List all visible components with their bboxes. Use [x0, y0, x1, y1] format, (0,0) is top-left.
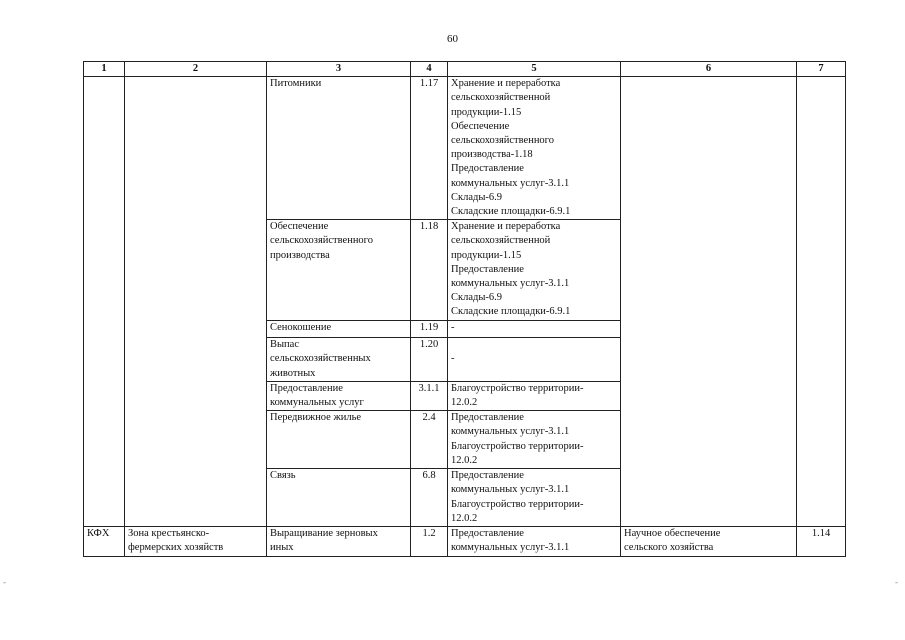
related-uses-cell: Предоставление коммунальных услуг-3.1.1 Благоустройство территории- 12.0.2 — [448, 411, 621, 469]
use-name-cell: Передвижное жилье — [267, 411, 411, 469]
use-name-cell: Выращивание зерновых иных — [267, 527, 411, 556]
header-col-7: 7 — [797, 62, 846, 77]
use-code-cell: 2.4 — [411, 411, 448, 469]
use-code-cell: 1.18 — [411, 220, 448, 321]
scan-mark-right: - — [895, 577, 898, 587]
use-name-cell: Сенокошение — [267, 321, 411, 338]
header-col-2: 2 — [125, 62, 267, 77]
regulations-table — [83, 61, 846, 557]
related-uses-cell: Предоставление коммунальных услуг-3.1.1 Благоустройство территории- 12.0.2 — [448, 469, 621, 527]
zone-code-cell — [84, 77, 125, 527]
related-uses-cell: Хранение и переработка сельскохозяйственной продукции-1.15 Предоставление коммунальных услуг-3.1.1 Склады-6.9 Складские площадки-6.9.1 — [448, 220, 621, 321]
zone-name-cell — [125, 77, 267, 527]
related-uses-cell: - — [448, 321, 621, 338]
header-col-6: 6 — [621, 62, 797, 77]
zone-name-cell: Зона крестьянско- фермерских хозяйств — [125, 527, 267, 556]
use-name-cell: Предоставление коммунальных услуг — [267, 381, 411, 410]
conditional-uses-cell — [621, 77, 797, 527]
use-name-cell: Питомники — [267, 77, 411, 220]
header-col-3: 3 — [267, 62, 411, 77]
page-number: 60 — [447, 33, 458, 45]
table-row — [84, 77, 846, 220]
use-code-cell: 1.20 — [411, 338, 448, 382]
use-code-cell: 6.8 — [411, 469, 448, 527]
scan-mark-left: - — [3, 577, 6, 587]
related-uses-cell: Хранение и переработка сельскохозяйственной продукции-1.15 Обеспечение сельскохозяйственного производства-1.18 Предоставление коммунальных услуг-3.1.1 Склады-6.9 Складские площадки-6.9.1 — [448, 77, 621, 220]
header-col-4: 4 — [411, 62, 448, 77]
use-name-cell: Обеспечение сельскохозяйственного производства — [267, 220, 411, 321]
use-code-cell: 1.19 — [411, 321, 448, 338]
conditional-uses-cell: Научное обеспечение сельского хозяйства — [621, 527, 797, 556]
use-code-cell: 1.17 — [411, 77, 448, 220]
related-uses-cell: - — [448, 338, 621, 382]
header-col-5: 5 — [448, 62, 621, 77]
conditional-code-cell — [797, 77, 846, 527]
use-code-cell: 3.1.1 — [411, 381, 448, 410]
use-code-cell: 1.2 — [411, 527, 448, 556]
zone-code-cell: КФХ — [84, 527, 125, 556]
related-uses-cell: Благоустройство территории- 12.0.2 — [448, 381, 621, 410]
header-row — [84, 62, 846, 77]
related-uses-cell: Предоставление коммунальных услуг-3.1.1 — [448, 527, 621, 556]
header-col-1: 1 — [84, 62, 125, 77]
use-name-cell: Выпас сельскохозяйственных животных — [267, 338, 411, 382]
use-name-cell: Связь — [267, 469, 411, 527]
conditional-code-cell: 1.14 — [797, 527, 846, 556]
table-row — [84, 527, 846, 556]
